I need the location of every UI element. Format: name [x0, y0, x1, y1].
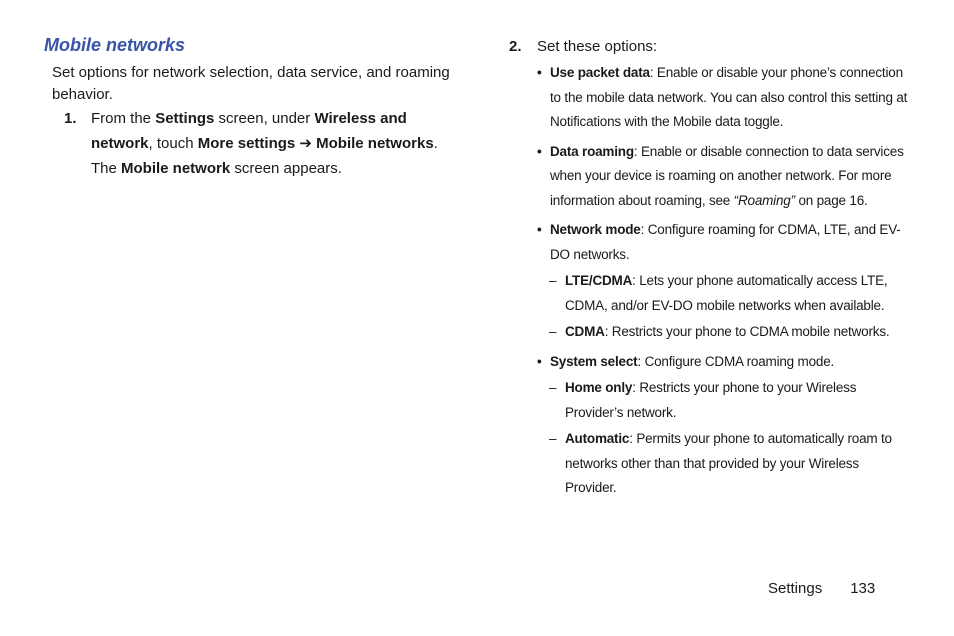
list-item	[537, 61, 909, 135]
option-label: Use packet data	[550, 65, 650, 80]
list-item	[549, 427, 909, 501]
step-1	[64, 106, 454, 181]
sub-options-list	[550, 376, 909, 501]
list-item	[537, 350, 909, 501]
cross-reference-link[interactable]: “Roaming”	[733, 192, 795, 208]
section-title: Mobile networks	[44, 35, 186, 55]
bullet-icon: •	[537, 143, 542, 159]
dash-icon: –	[549, 431, 557, 446]
list-item	[537, 218, 909, 345]
list-item	[537, 140, 909, 214]
left-column	[44, 34, 454, 181]
sub-option-label: Home only	[565, 380, 633, 395]
sub-option-desc: : Lets your phone automatically access LTE, CDMA, and/or EV-DO mobile networks when available.	[565, 273, 888, 313]
list-item	[549, 376, 909, 425]
footer-section: Settings	[768, 580, 823, 597]
option-desc: : Enable or disable your phone’s connection to the mobile data network. You can also control this setting at Notifications with the Mobile data toggle.	[550, 65, 908, 129]
step-text: screen, under	[214, 110, 315, 127]
sub-option-desc: : Permits your phone to automatically roam to networks other than that provided by your Wireless Provider.	[565, 431, 892, 495]
sub-option-label: Automatic	[565, 431, 630, 446]
step-bold: Mobile network	[121, 160, 231, 177]
intro-paragraph: Set options for network selection, data service, and roaming behavior.	[52, 64, 450, 103]
sub-option-desc: : Restricts your phone to your Wireless Provider’s network.	[565, 380, 857, 420]
sub-options-list	[550, 269, 909, 345]
step-bold: More settings	[197, 135, 296, 152]
step-text: . The	[91, 135, 438, 177]
list-item	[549, 269, 909, 318]
bullet-icon: •	[537, 353, 542, 369]
option-label: Data roaming	[550, 143, 634, 159]
step-2	[509, 34, 909, 501]
bullet-icon: •	[537, 222, 542, 237]
option-label: System select	[550, 353, 638, 369]
step-number: 2.	[509, 38, 522, 55]
dash-icon: –	[549, 324, 557, 339]
dash-icon: –	[549, 380, 557, 395]
sub-option-desc: : Restricts your phone to CDMA mobile networks.	[604, 324, 890, 339]
option-label: Network mode	[550, 222, 641, 237]
sub-option-label: LTE/CDMA	[565, 273, 633, 288]
step-bold: Settings	[155, 110, 215, 127]
option-desc: : Configure roaming for CDMA, LTE, and EV-DO networks.	[550, 222, 901, 262]
sub-option-label: CDMA	[565, 324, 605, 339]
page-number: 133	[850, 580, 876, 597]
dash-icon: –	[549, 273, 557, 288]
option-desc: on page 16.	[794, 192, 868, 208]
arrow-icon: ➔	[295, 135, 317, 152]
step-bold: Wireless and network	[91, 110, 407, 152]
step-text: , touch	[148, 135, 198, 152]
bullet-icon: •	[537, 65, 542, 80]
step-text: screen appears.	[230, 160, 342, 177]
list-item	[549, 320, 909, 345]
step-text: From the	[91, 110, 156, 127]
step-number: 1.	[64, 110, 77, 127]
page-footer	[768, 578, 875, 600]
option-desc: : Enable or disable connection to data services when your device is roaming on another network. For more information about roaming, see	[550, 143, 904, 208]
option-desc: : Configure CDMA roaming mode.	[637, 353, 835, 369]
step-text: Set these options:	[537, 38, 658, 55]
right-column	[509, 34, 909, 506]
step-bold: Mobile networks	[316, 135, 434, 152]
options-list	[537, 61, 909, 501]
